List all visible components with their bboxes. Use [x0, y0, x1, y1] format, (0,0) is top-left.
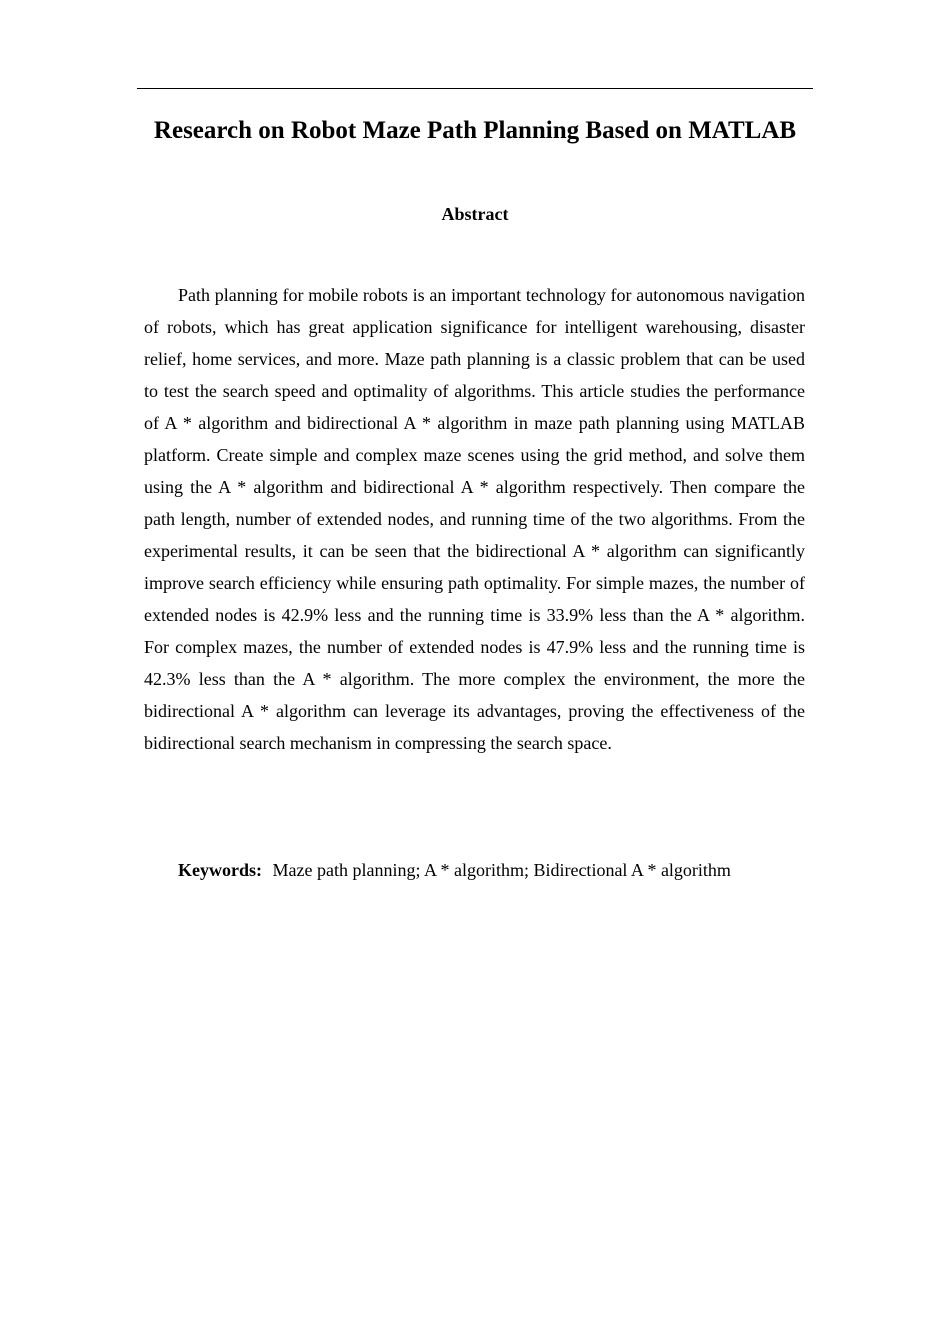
keywords-line — [178, 854, 805, 886]
keywords-text: Maze path planning; A * algorithm; Bidirectional A * algorithm — [272, 860, 731, 880]
abstract-paragraph: Path planning for mobile robots is an important technology for autonomous navigation of robots, which has great application significance for intelligent warehousing, disaster relief, home services, and more. Maze path planning is a classic problem that can be used to test the search speed and optimality of algorithms. This article studies the performance of A * algorithm and bidirectional A * algorithm in maze path planning using MATLAB platform. Create simple and complex maze scenes using the grid method, and solve them using the A * algorithm and bidirectional A * algorithm respectively. Then compare the path length, number of extended nodes, and running time of the two algorithms. From the experimental results, it can be seen that the bidirectional A * algorithm can significantly improve search efficiency while ensuring path optimality. For simple mazes, the number of extended nodes is 42.9% less and the running time is 33.9% less than the A * algorithm. For complex mazes, the number of extended nodes is 47.9% less and the running time is 42.3% less than the A * algorithm. The more complex the environment, the more the bidirectional A * algorithm can leverage its advantages, proving the effectiveness of the bidirectional search mechanism in compressing the search space. — [144, 285, 805, 753]
document-title: Research on Robot Maze Path Planning Based on MATLAB — [153, 117, 797, 144]
header-rule — [137, 88, 813, 89]
abstract-heading: Abstract — [441, 204, 509, 224]
keywords-label: Keywords: — [178, 860, 262, 880]
